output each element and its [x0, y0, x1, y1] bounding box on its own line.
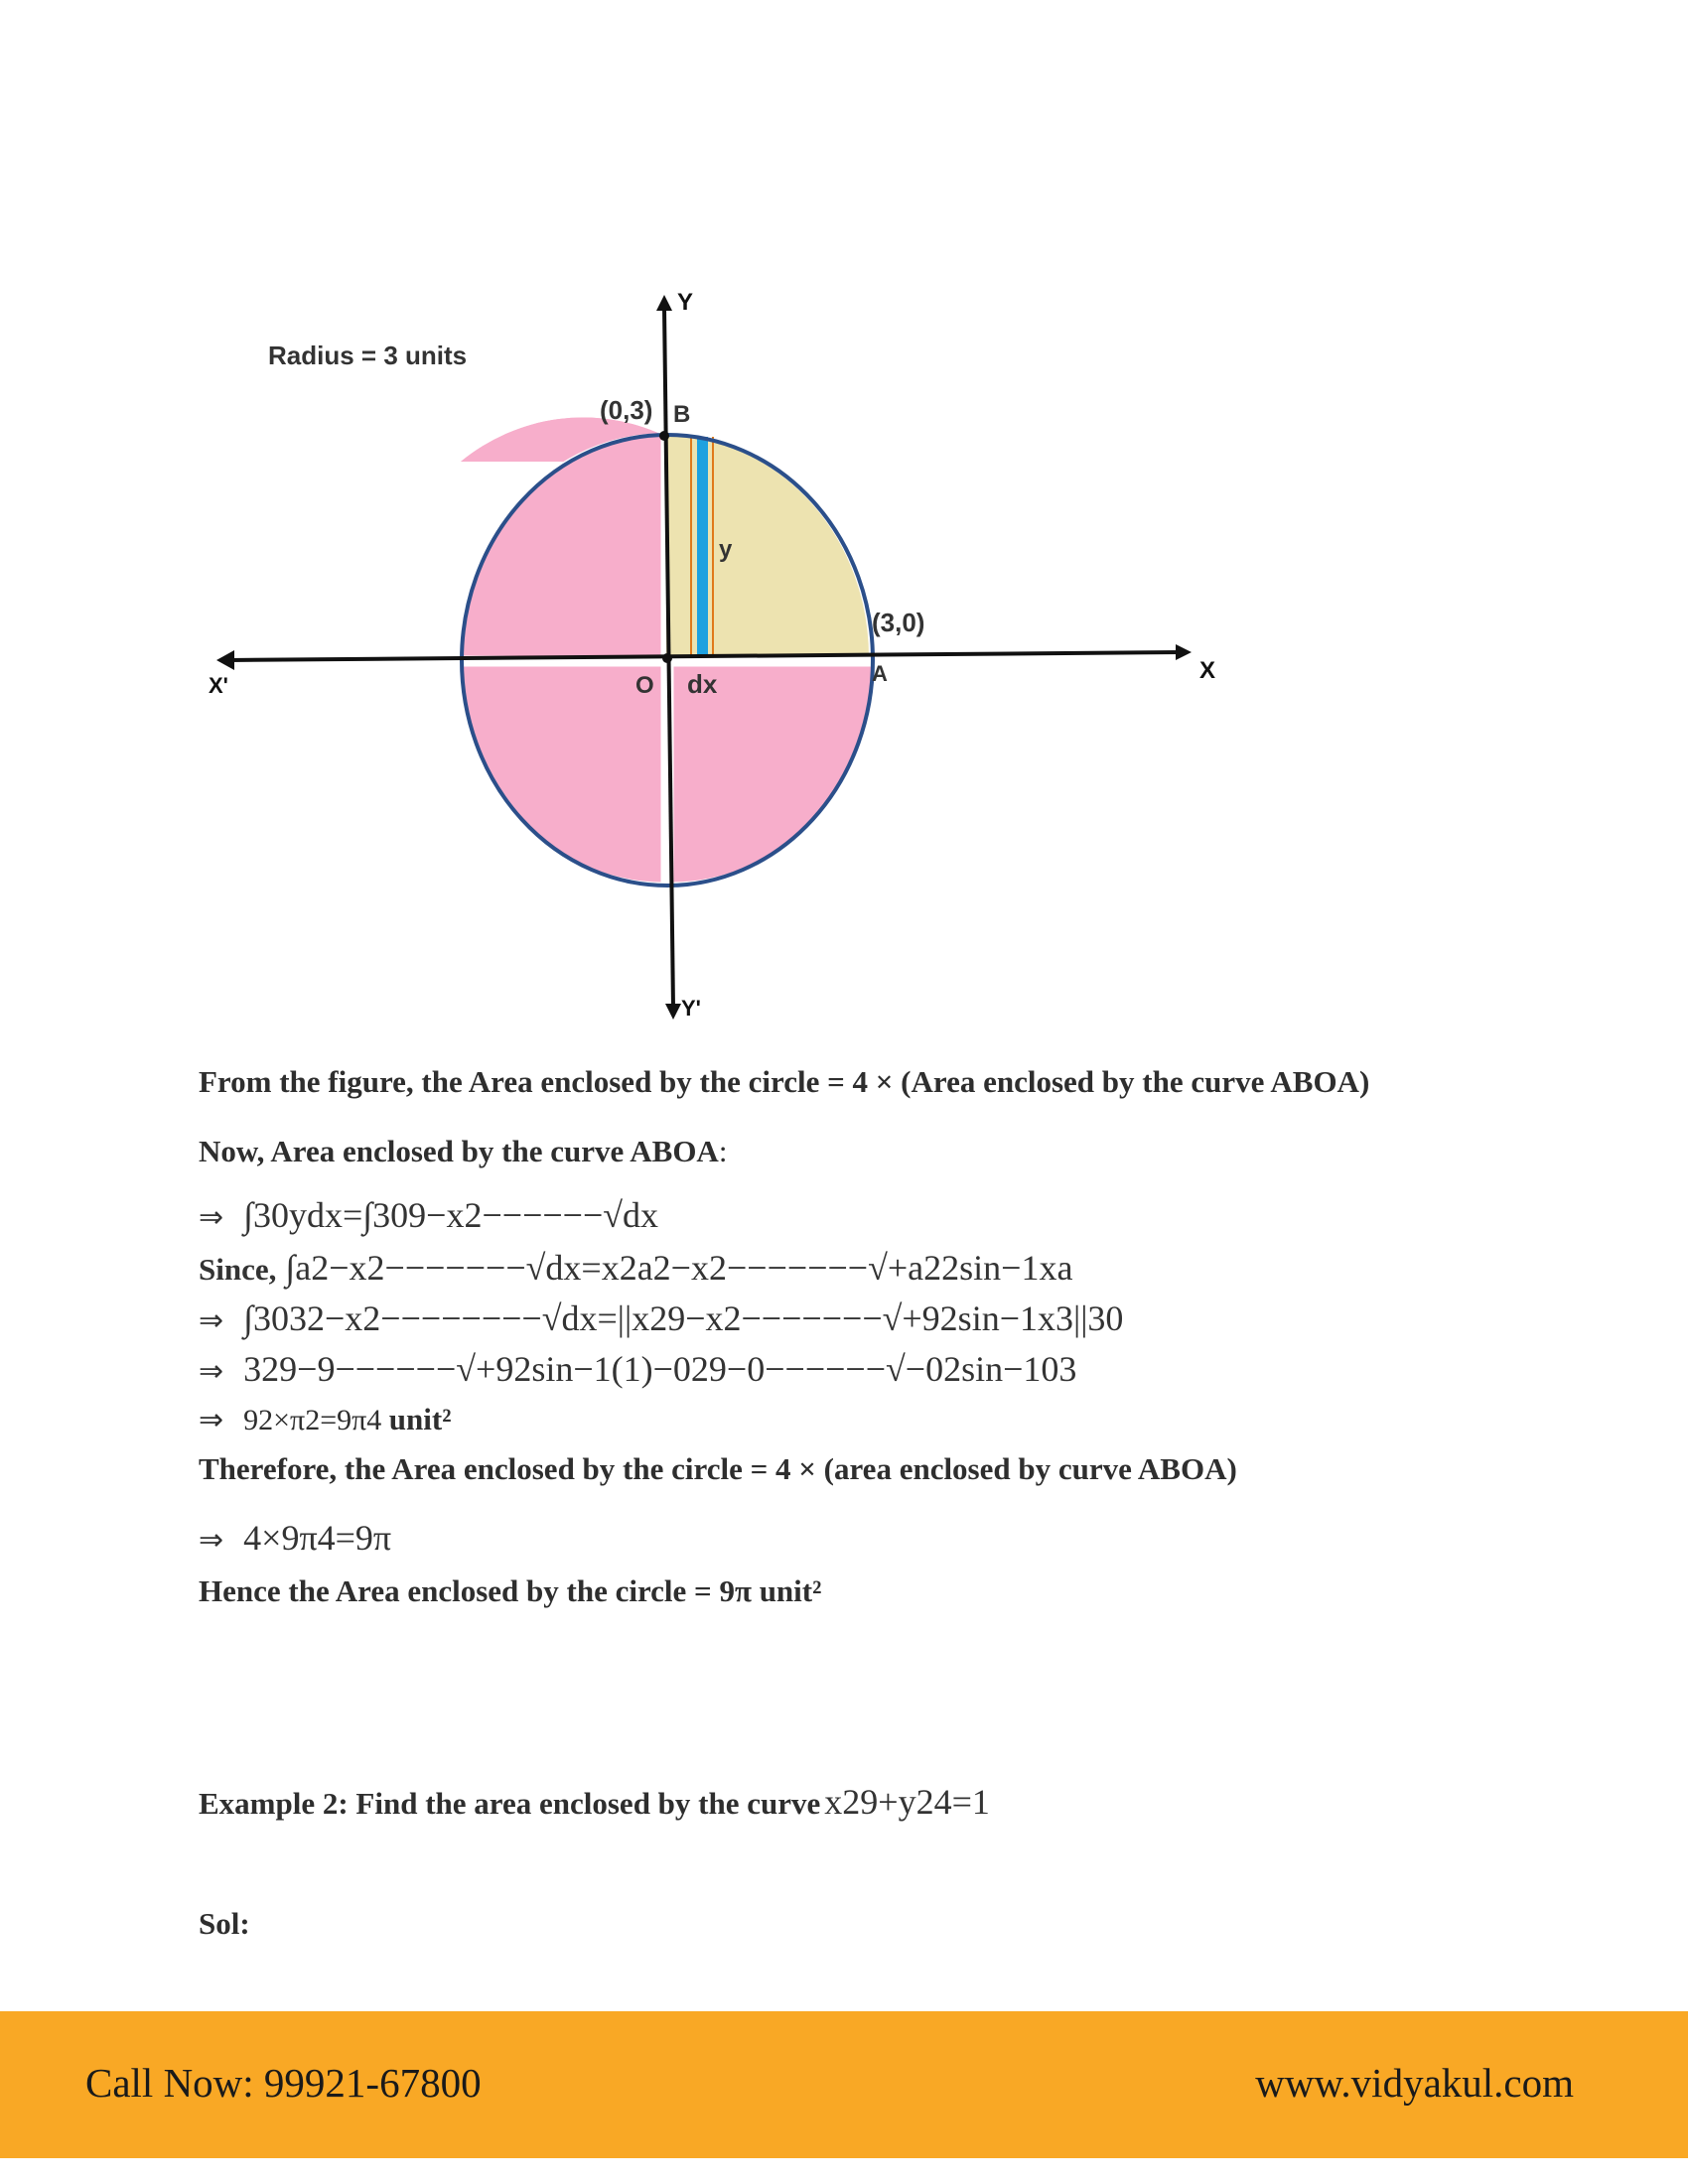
equation-4 — [199, 1348, 1076, 1390]
label-y-neg: Y' — [681, 996, 701, 1021]
now-area-line — [199, 1134, 727, 1169]
equation-1 — [199, 1194, 658, 1236]
label-x: X — [1199, 657, 1216, 684]
therefore-statement: Therefore, the Area enclosed by the circle = 4 × (area enclosed by curve ABOA) — [199, 1451, 1237, 1486]
unit-squared: unit² — [388, 1402, 452, 1436]
footer-bar — [0, 2011, 1688, 2158]
equation-5 — [199, 1402, 452, 1437]
implies-arrow: ⇒ — [199, 1201, 224, 1234]
implies-arrow: ⇒ — [199, 1304, 224, 1337]
circle-area-figure — [199, 283, 1241, 1037]
implies-arrow: ⇒ — [199, 1524, 224, 1557]
strip-dx — [697, 437, 708, 657]
label-b-coord: (0,3) — [600, 395, 653, 425]
implies-arrow: ⇒ — [199, 1355, 224, 1388]
since-label: Since, — [199, 1252, 277, 1287]
equation-1-text: ∫30ydx=∫309−x2−−−−−−√dx — [243, 1195, 659, 1235]
label-y: Y — [677, 289, 694, 316]
equation-6 — [199, 1517, 391, 1559]
solution-label: Sol: — [199, 1906, 250, 1941]
point-b — [659, 431, 669, 441]
label-dx: dx — [687, 669, 718, 699]
point-o — [662, 653, 672, 663]
x-axis-arrow — [1176, 644, 1192, 660]
example-2-equation: x29+y24=1 — [824, 1782, 990, 1822]
equation-4-text: 329−9−−−−−−√+92sin−1(1)−029−0−−−−−−√−02sin−103 — [243, 1349, 1077, 1389]
radius-label: Radius = 3 units — [268, 341, 468, 370]
y-neg-axis-arrow — [665, 1004, 681, 1020]
call-now-text: Call Now: 99921-67800 — [85, 2060, 482, 2106]
label-o: O — [635, 672, 654, 699]
area-statement: From the figure, the Area enclosed by the circle = 4 × (Area enclosed by the curve ABOA) — [199, 1064, 1370, 1099]
hence-statement: Hence the Area enclosed by the circle = 9π unit² — [199, 1573, 822, 1608]
label-x-neg: X' — [209, 673, 228, 698]
equation-3 — [199, 1297, 1123, 1339]
equation-5-text: 92×π2=9π4 — [243, 1404, 382, 1436]
now-area-colon: : — [718, 1134, 728, 1168]
equation-3-text: ∫3032−x2−−−−−−−−√dx=||x29−x2−−−−−−−√+92sin−1x3||30 — [243, 1298, 1124, 1338]
implies-arrow: ⇒ — [199, 1404, 224, 1436]
example-2-label: Example 2: Find the area enclosed by the curve — [199, 1786, 821, 1821]
label-a-coord: (3,0) — [872, 608, 925, 637]
equation-6-text: 4×9π4=9π — [243, 1518, 392, 1558]
website-link[interactable]: www.vidyakul.com — [1255, 2060, 1574, 2106]
equation-2-text: ∫a2−x2−−−−−−−√dx=x2a2−x2−−−−−−−√+a22sin−1xa — [285, 1248, 1073, 1288]
label-a: A — [872, 661, 888, 686]
label-strip-y: y — [719, 536, 733, 563]
y-axis-arrow — [656, 295, 672, 311]
example-2 — [199, 1781, 990, 1823]
label-b: B — [673, 401, 691, 428]
quadrant-aboa — [665, 435, 870, 657]
equation-2 — [199, 1247, 1072, 1289]
now-area-label: Now, Area enclosed by the curve ABOA — [199, 1134, 719, 1168]
x-neg-axis-arrow — [216, 650, 234, 670]
